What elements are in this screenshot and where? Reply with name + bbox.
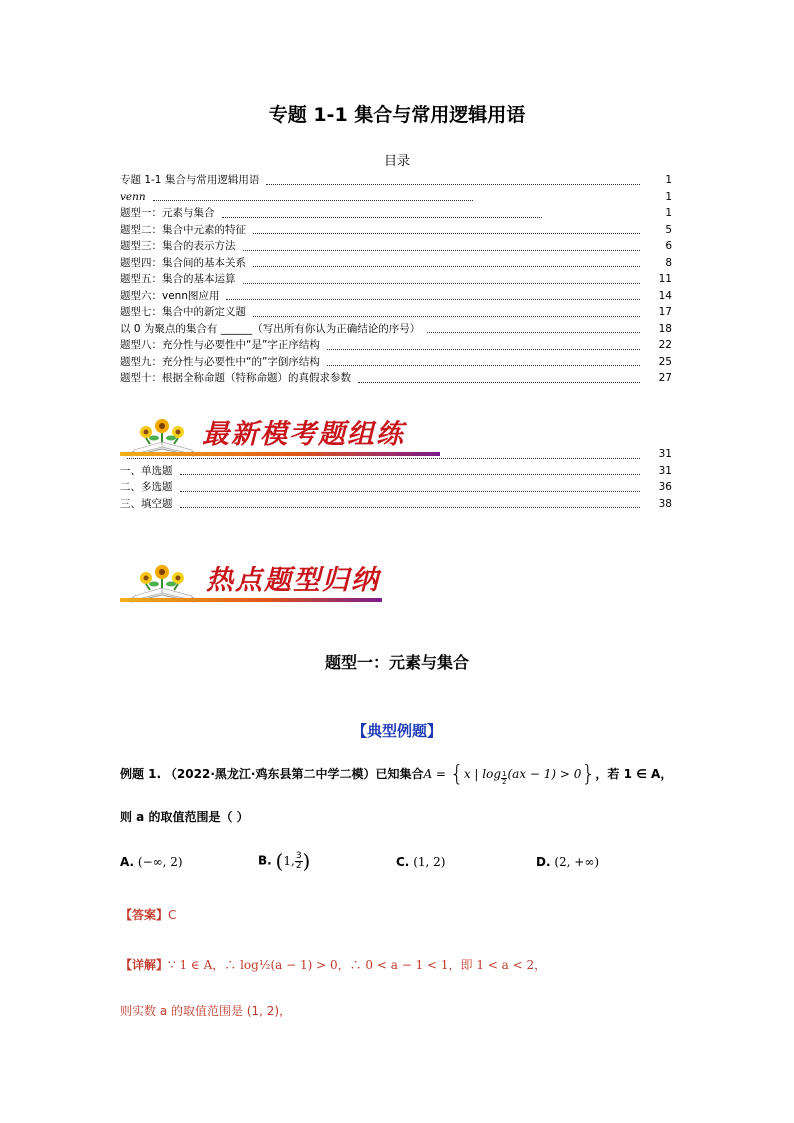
toc-entry-page: 25 (658, 355, 672, 368)
toc-entry[interactable] (120, 238, 672, 255)
example-source: （2022·黑龙江·鸡东县第二中学二模）已知集合 (164, 767, 424, 781)
toc-entry[interactable] (120, 271, 672, 288)
toc-exam-entry[interactable] (120, 496, 672, 513)
set-body: x | log (463, 767, 502, 781)
toc-entry-page: 6 (665, 240, 672, 252)
answer-tag: 【答案】 (120, 908, 169, 922)
toc-leader-dots (327, 364, 640, 366)
toc-entry-label: 题型二：集合中元素的特征 (120, 222, 249, 239)
toc-entry-page: 8 (665, 256, 672, 269)
toc-leader-dots (180, 473, 641, 475)
option-b-value: ( (275, 849, 284, 873)
toc-exam-entry[interactable] (120, 479, 672, 496)
toc-entry-page: 1 (665, 174, 672, 186)
toc-entry-page: 5 (665, 223, 672, 236)
toc-entry-label: 题型十：根据全称命题（特称命题）的真假求参数 (120, 370, 354, 387)
toc-entry-label: 题型三：集合的表示方法 (120, 238, 239, 255)
toc-entry-label: 题型一：元素与集合 (120, 205, 218, 222)
toc-leader-dots (226, 298, 640, 300)
toc-entry[interactable] (120, 354, 672, 371)
table-of-contents-exams (120, 446, 672, 512)
toc-entry[interactable] (120, 288, 672, 305)
toc-entry-label: 题型六：venn图应用 (120, 288, 222, 305)
toc-entry-label: 题型五：集合的基本运算 (120, 271, 239, 288)
toc-entry-label: 题型四：集合间的基本关系 (120, 255, 249, 272)
toc-entry[interactable] (120, 255, 672, 272)
log-base: $\frac{1}{2}$ (502, 770, 507, 786)
toc-entry[interactable] (120, 370, 672, 387)
banner-latest-exams-text: 最新模考题组练 (202, 419, 405, 450)
document-title: 专题 1-1 集合与常用逻辑用语 (268, 104, 526, 126)
set-brace-open: { (449, 762, 464, 787)
toc-entry-label: 二、多选题 (120, 479, 176, 496)
toc-entry-page: 1 (665, 190, 672, 203)
toc-entry[interactable] (120, 205, 672, 222)
example-condition: ，若 1 ∈ A， (595, 767, 673, 781)
toc-entry[interactable] (120, 337, 672, 354)
example-1-statement (120, 762, 672, 787)
toc-leader-dots (253, 232, 640, 234)
example-label: 例题 1. (120, 767, 162, 781)
toc-entry-label: 以 0 为聚点的集合有 ______（写出所有你认为正确结论的序号） (120, 321, 423, 338)
toc-entry[interactable] (120, 189, 672, 206)
toc-entry-page: 38 (658, 497, 672, 510)
option-b[interactable]: B. (1, $\frac{3}{2}$ ) (258, 849, 311, 873)
table-of-contents (120, 172, 672, 387)
detail-line-1: 【详解】∵ 1 ∈ A，∴ log½(a − 1) > 0，∴ 0 < a − 1 < 1，即 1 < a < 2， (120, 958, 547, 972)
toc-leader-dots (427, 331, 640, 333)
toc-leader-dots (180, 490, 641, 492)
toc-entry-page: 31 (658, 448, 672, 460)
toc-entry-page: 27 (658, 372, 672, 384)
banner-hot-topics-text: 热点题型归纳 (206, 565, 380, 596)
set-a-name: A = (423, 767, 446, 781)
banner-hot-topics (120, 556, 450, 606)
toc-leader-dots (266, 183, 640, 185)
toc-entry-page: 18 (658, 322, 672, 335)
toc-leader-dots (243, 282, 641, 284)
toc-entry[interactable] (120, 222, 672, 239)
option-a[interactable]: A. (−∞, 2) (120, 855, 183, 869)
toc-entry-page: 22 (658, 339, 672, 351)
toc-entry-label: 一、单选题 (120, 463, 176, 480)
example-1-question: 则 a 的取值范围是（ ） (120, 810, 249, 824)
toc-entry[interactable] (120, 172, 672, 189)
toc-entry-page: 11 (658, 273, 672, 285)
option-c[interactable]: C. (1, 2) (396, 855, 446, 869)
typical-examples-heading: 【典型例题】 (351, 722, 442, 740)
option-d[interactable]: D. (2, +∞) (536, 855, 600, 869)
toc-leader-dots (358, 381, 640, 383)
toc-leader-dots (222, 216, 542, 218)
toc-entry-page: 1 (665, 207, 672, 219)
detail-line-2: 则实数 a 的取值范围是 (1, 2)， (120, 1004, 292, 1018)
toc-entry-label: venn (120, 189, 149, 206)
toc-entry-label: 题型九：充分性与必要性中“的”字倒序结构 (120, 354, 323, 371)
toc-entry-label: 三、填空题 (120, 496, 176, 513)
set-brace-close: } (581, 762, 596, 787)
toc-exam-entry[interactable] (120, 463, 672, 480)
banner-underline (120, 598, 382, 602)
toc-leader-dots (253, 315, 640, 317)
toc-entry-label: 专题 1-1 集合与常用逻辑用语 (120, 172, 262, 189)
toc-entry-page: 36 (658, 481, 672, 493)
toc-leader-dots (243, 249, 641, 251)
set-argument: (ax − 1) > 0 (507, 767, 582, 781)
toc-entry-label: 题型七：集合中的新定义题 (120, 304, 249, 321)
toc-entry-page: 14 (658, 289, 672, 302)
toc-leader-dots (127, 457, 640, 459)
toc-entry[interactable] (120, 304, 672, 321)
answer-line (120, 906, 176, 923)
toc-entry-page: 31 (658, 464, 672, 477)
toc-entry-page: 17 (658, 306, 672, 318)
toc-leader-dots (180, 506, 641, 508)
toc-exam-entry[interactable] (120, 446, 672, 463)
toc-entry[interactable] (120, 321, 672, 338)
answer-value: C (168, 908, 177, 922)
toc-leader-dots (327, 348, 640, 350)
toc-leader-dots (253, 265, 640, 267)
toc-leader-dots (153, 199, 473, 201)
detail-tag: 【详解】 (120, 958, 169, 972)
section-title: 题型一：元素与集合 (324, 653, 469, 672)
toc-heading: 目录 (383, 154, 410, 169)
toc-entry-label: 题型八：充分性与必要性中“是”字正序结构 (120, 337, 323, 354)
